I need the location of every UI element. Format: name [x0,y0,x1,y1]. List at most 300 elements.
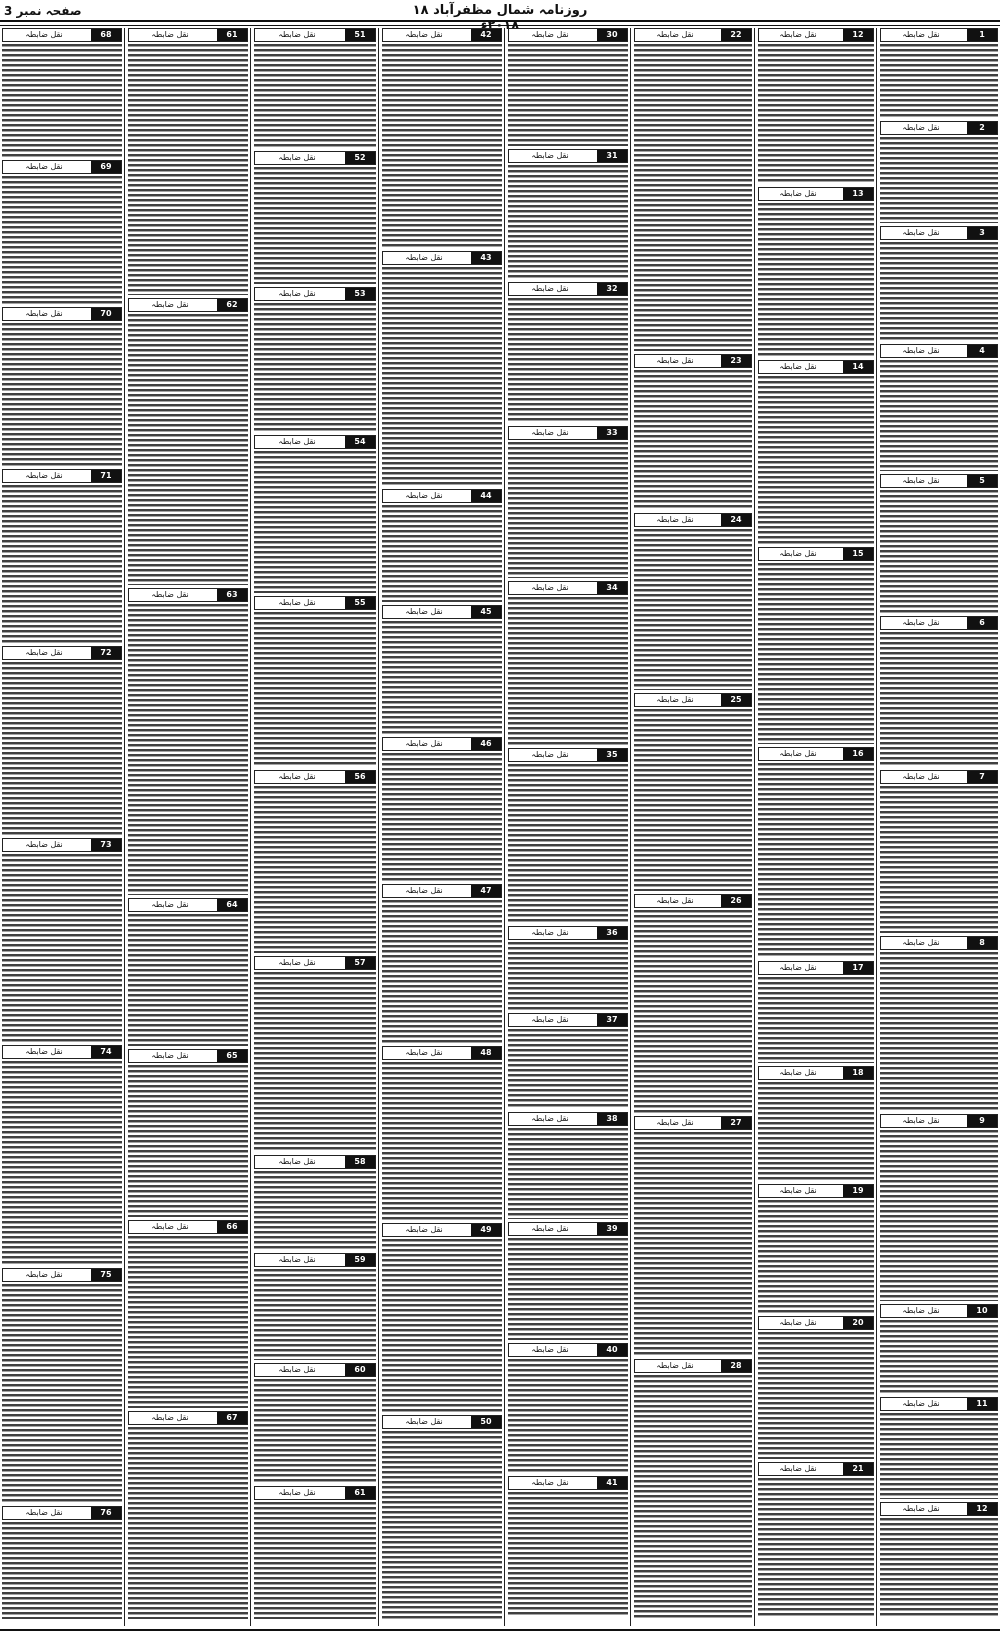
notice-body-text [634,1375,752,1620]
legal-notice [382,489,502,602]
notice-body-text [880,1518,998,1617]
notice-label: نقل ضابطہ [25,1047,63,1056]
notice-label: نقل ضابطہ [151,1413,189,1422]
notice-header [128,1220,248,1234]
notice-label: نقل ضابطہ [779,1186,817,1195]
notice-header [634,1359,752,1373]
notice-body-text [254,1171,376,1250]
notice-header [254,1155,376,1169]
notice-body-text [634,44,752,351]
legal-notice [508,426,628,578]
notice-body-text [758,1478,874,1618]
legal-notice [880,28,998,118]
notice-header [758,1066,874,1080]
legal-notice [508,28,628,146]
notice-body-text [634,370,752,510]
notice-header [634,1116,752,1130]
notice-number-badge: 53 [345,288,375,300]
legal-notice [254,435,376,593]
legal-notice [382,251,502,486]
column-divider [630,28,631,1626]
legal-notice [508,748,628,923]
notice-header [254,1486,376,1500]
notice-header [508,748,628,762]
notice-body-text [758,977,874,1063]
notice-label: نقل ضابطہ [656,1118,694,1127]
notice-label: نقل ضابطہ [531,1114,569,1123]
notice-label: نقل ضابطہ [405,739,443,748]
notice-number-badge: 10 [967,1305,997,1317]
notice-header [382,489,502,503]
legal-notice [508,1476,628,1617]
legal-notice [508,926,628,1010]
column-divider [876,28,877,1626]
notice-label: نقل ضابطہ [531,928,569,937]
legal-notice [2,469,122,643]
notice-number-badge: 25 [721,694,751,706]
notice-header [880,1502,998,1516]
notice-header [382,605,502,619]
legal-notice [508,1112,628,1219]
notice-number-badge: 21 [843,1463,873,1475]
legal-notice [2,1045,122,1265]
notice-body-text [128,1236,248,1408]
notice-body-text [254,786,376,953]
notice-body-text [254,303,376,432]
notice-header [128,28,248,42]
notice-label: نقل ضابطہ [902,618,940,627]
notice-number-badge: 49 [471,1224,501,1236]
column-1 [880,28,998,1626]
notice-label: نقل ضابطہ [902,1306,940,1315]
notice-number-badge: 51 [345,29,375,41]
notice-label: نقل ضابطہ [779,549,817,558]
notice-label: نقل ضابطہ [405,491,443,500]
legal-notice [128,28,248,295]
notice-body-text [880,1413,998,1499]
legal-notice [880,1397,998,1499]
notice-label: نقل ضابطہ [278,772,316,781]
notice-header [508,426,628,440]
notice-number-badge: 64 [217,899,247,911]
notice-number-badge: 75 [91,1269,121,1281]
notice-label: نقل ضابطہ [25,1270,63,1279]
notice-number-badge: 39 [597,1223,627,1235]
notice-header [254,151,376,165]
notice-number-badge: 69 [91,161,121,173]
legal-notice [758,1066,874,1181]
notice-header [382,28,502,42]
notice-number-badge: 17 [843,962,873,974]
notice-number-badge: 46 [471,738,501,750]
legal-notice [758,747,874,958]
legal-notice [254,956,376,1152]
column-8 [2,28,122,1626]
legal-notice [254,1155,376,1250]
column-5 [382,28,502,1626]
notice-body-text [508,165,628,279]
notice-header [634,354,752,368]
notice-header [382,1223,502,1237]
notice-label: نقل ضابطہ [656,695,694,704]
notice-number-badge: 56 [345,771,375,783]
legal-notice [2,838,122,1042]
notice-number-badge: 28 [721,1360,751,1372]
notice-header [2,838,122,852]
notice-body-text [634,910,752,1113]
notice-body-text [880,490,998,613]
notice-body-text [508,1128,628,1219]
notice-body-text [758,1332,874,1459]
notice-number-badge: 13 [843,188,873,200]
notice-label: نقل ضابطہ [902,1399,940,1408]
notice-header [382,1415,502,1429]
legal-notice [880,616,998,767]
notice-label: نقل ضابطہ [902,123,940,132]
legal-notice [2,1268,122,1503]
notice-label: نقل ضابطہ [531,428,569,437]
notice-header [758,1184,874,1198]
notice-body-text [382,900,502,1043]
legal-notice [508,1343,628,1473]
notice-header [254,287,376,301]
legal-notice [634,354,752,510]
notice-number-badge: 43 [471,252,501,264]
notice-label: نقل ضابطہ [531,30,569,39]
notice-label: نقل ضابطہ [405,886,443,895]
notice-header [880,770,998,784]
notice-body-text [2,854,122,1042]
legal-notice [880,121,998,223]
notice-number-badge: 73 [91,839,121,851]
notice-body-text [2,1061,122,1265]
notice-number-badge: 22 [721,29,751,41]
notice-label: نقل ضابطہ [902,1504,940,1513]
notice-number-badge: 38 [597,1113,627,1125]
notice-header [880,1304,998,1318]
notice-label: نقل ضابطہ [779,30,817,39]
notice-body-text [254,1379,376,1483]
notice-label: نقل ضابطہ [151,300,189,309]
notice-body-text [508,1492,628,1617]
notice-label: نقل ضابطہ [531,583,569,592]
notice-number-badge: 48 [471,1047,501,1059]
notice-header [128,298,248,312]
notice-body-text [254,612,376,767]
notice-label: نقل ضابطہ [278,1157,316,1166]
notice-label: نقل ضابطہ [531,1015,569,1024]
notice-body-text [508,942,628,1010]
legal-notice [758,187,874,357]
legal-notice [254,28,376,148]
column-divider [504,28,505,1626]
notice-number-badge: 9 [967,1115,997,1127]
notice-header [254,956,376,970]
legal-notice [880,1114,998,1301]
legal-notice [758,1462,874,1618]
notice-header [758,360,874,374]
notice-header [382,884,502,898]
notice-body-text [758,1082,874,1181]
notice-body-text [382,753,502,881]
legal-notice [508,282,628,423]
column-divider [250,28,251,1626]
notice-body-text [880,44,998,118]
legal-notice [128,298,248,585]
notice-label: نقل ضابطہ [278,437,316,446]
legal-notice [128,898,248,1046]
notice-label: نقل ضابطہ [531,151,569,160]
notice-number-badge: 6 [967,617,997,629]
notice-label: نقل ضابطہ [151,590,189,599]
notice-number-badge: 16 [843,748,873,760]
notice-label: نقل ضابطہ [531,1224,569,1233]
notice-label: نقل ضابطہ [779,189,817,198]
notice-header [880,344,998,358]
notice-number-badge: 11 [967,1398,997,1410]
notice-label: نقل ضابطہ [531,1345,569,1354]
notice-header [2,469,122,483]
legal-notice [758,547,874,744]
column-3 [634,28,752,1626]
notice-header [758,747,874,761]
notice-header [382,251,502,265]
notice-header [880,936,998,950]
notice-body-text [128,604,248,895]
header-rule [0,20,1000,22]
notice-body-text [634,529,752,690]
notice-label: نقل ضابطہ [405,253,443,262]
notice-number-badge: 74 [91,1046,121,1058]
notice-header [128,1411,248,1425]
notice-label: نقل ضابطہ [25,648,63,657]
notice-header [508,28,628,42]
notice-header [634,693,752,707]
notice-number-badge: 55 [345,597,375,609]
notice-body-text [382,267,502,486]
notice-header [2,160,122,174]
notice-body-text [2,176,122,304]
legal-notice [758,360,874,544]
notice-body-text [508,1359,628,1473]
masthead: روزنامہ شمال مظفرآباد ۱۸ [412,3,588,18]
notice-number-badge: 52 [345,152,375,164]
notice-number-badge: 8 [967,937,997,949]
notice-body-text [758,203,874,357]
notice-label: نقل ضابطہ [25,1508,63,1517]
legal-notice [382,737,502,881]
notice-body-text [508,298,628,423]
notice-number-badge: 63 [217,589,247,601]
legal-notice [758,28,874,184]
notice-body-text [128,1427,248,1619]
notice-header [254,435,376,449]
legal-notice [2,160,122,304]
notice-body-text [254,44,376,148]
legal-notice [128,588,248,895]
notice-body-text [508,1238,628,1340]
column-divider [754,28,755,1626]
column-4 [508,28,628,1626]
legal-notice [758,1184,874,1313]
legal-notice [128,1411,248,1619]
notice-header [2,1268,122,1282]
notice-body-text [2,485,122,643]
notice-body-text [2,1522,122,1619]
notice-label: نقل ضابطہ [656,1361,694,1370]
notice-body-text [2,323,122,466]
notice-body-text [2,44,122,157]
column-2 [758,28,874,1626]
notice-header [2,1045,122,1059]
notice-label: نقل ضابطہ [531,1478,569,1487]
notice-header [508,149,628,163]
legal-notice [382,28,502,248]
notice-label: نقل ضابطہ [405,1417,443,1426]
legal-notice [880,1304,998,1394]
notice-label: نقل ضابطہ [278,153,316,162]
legal-notice [254,596,376,767]
notice-label: نقل ضابطہ [779,963,817,972]
legal-notice [880,226,998,341]
footer-rule [0,1629,1000,1631]
notice-label: نقل ضابطہ [779,362,817,371]
notice-header [880,1114,998,1128]
notice-body-text [508,597,628,745]
notice-label: نقل ضابطہ [531,750,569,759]
legal-notice [508,581,628,745]
legal-notice [634,894,752,1113]
notice-label: نقل ضابطہ [151,1222,189,1231]
legal-notice [382,605,502,734]
notice-header [634,28,752,42]
legal-notice [254,1486,376,1619]
notice-body-text [634,709,752,891]
notice-body-text [634,1132,752,1356]
legal-notice [2,28,122,157]
notice-body-text [758,563,874,744]
legal-notice [880,474,998,613]
notice-label: نقل ضابطہ [656,30,694,39]
notice-label: نقل ضابطہ [902,476,940,485]
notice-label: نقل ضابطہ [902,1116,940,1125]
notice-number-badge: 71 [91,470,121,482]
notice-label: نقل ضابطہ [902,228,940,237]
notice-number-badge: 34 [597,582,627,594]
notice-header [758,28,874,42]
notice-label: نقل ضابطہ [902,346,940,355]
notice-number-badge: 1 [967,29,997,41]
notice-label: نقل ضابطہ [656,896,694,905]
notice-label: نقل ضابطہ [902,30,940,39]
notice-label: نقل ضابطہ [656,515,694,524]
notice-header [508,1476,628,1490]
legal-notice [382,1046,502,1220]
notice-body-text [880,137,998,223]
notice-number-badge: 30 [597,29,627,41]
notice-label: نقل ضابطہ [151,900,189,909]
notice-header [508,282,628,296]
notice-label: نقل ضابطہ [405,1048,443,1057]
legal-notice [508,1222,628,1340]
legal-notice [634,1359,752,1620]
legal-notice [758,1316,874,1459]
notice-number-badge: 2 [967,122,997,134]
notice-header [880,1397,998,1411]
notice-header [382,737,502,751]
notice-body-text [128,914,248,1046]
notice-number-badge: 23 [721,355,751,367]
notice-number-badge: 57 [345,957,375,969]
notice-header [508,581,628,595]
notice-label: نقل ضابطہ [278,958,316,967]
notice-header [880,474,998,488]
legal-notice [254,287,376,432]
notice-header [382,1046,502,1060]
notice-number-badge: 35 [597,749,627,761]
notice-header [2,646,122,660]
notice-body-text [880,360,998,471]
notice-body-text [758,376,874,544]
notice-number-badge: 27 [721,1117,751,1129]
header-rule-thin [0,25,1000,26]
legal-notice [2,646,122,835]
notice-body-text [128,1065,248,1217]
legal-notice [128,1220,248,1408]
notice-header [508,1112,628,1126]
notice-body-text [880,632,998,767]
notice-label: نقل ضابطہ [278,30,316,39]
notice-label: نقل ضابطہ [25,162,63,171]
notice-header [880,28,998,42]
notice-label: نقل ضابطہ [151,1051,189,1060]
notice-header [634,894,752,908]
notice-body-text [2,1284,122,1503]
notice-number-badge: 4 [967,345,997,357]
notice-number-badge: 12 [843,29,873,41]
notice-body-text [254,1502,376,1619]
notice-body-text [880,952,998,1111]
notice-label: نقل ضابطہ [278,1488,316,1497]
notice-body-text [880,242,998,341]
notice-number-badge: 14 [843,361,873,373]
notice-number-badge: 58 [345,1156,375,1168]
notice-number-badge: 65 [217,1050,247,1062]
notice-body-text [382,505,502,602]
notice-number-badge: 61 [345,1487,375,1499]
notice-label: نقل ضابطہ [151,30,189,39]
notice-number-badge: 62 [217,299,247,311]
notice-number-badge: 26 [721,895,751,907]
legal-notice [254,770,376,953]
notice-number-badge: 76 [91,1507,121,1519]
legal-notice [508,1013,628,1109]
legal-notice [254,151,376,284]
column-6 [254,28,376,1626]
notice-body-text [880,1320,998,1394]
notice-body-text [382,1239,502,1412]
notice-number-badge: 59 [345,1254,375,1266]
notice-label: نقل ضابطہ [278,1365,316,1374]
notice-number-badge: 7 [967,771,997,783]
notice-number-badge: 32 [597,283,627,295]
legal-notice [880,1502,998,1617]
notice-header [128,898,248,912]
notice-number-badge: 24 [721,514,751,526]
notice-label: نقل ضابطہ [405,30,443,39]
notice-body-text [508,442,628,578]
notice-body-text [254,167,376,284]
